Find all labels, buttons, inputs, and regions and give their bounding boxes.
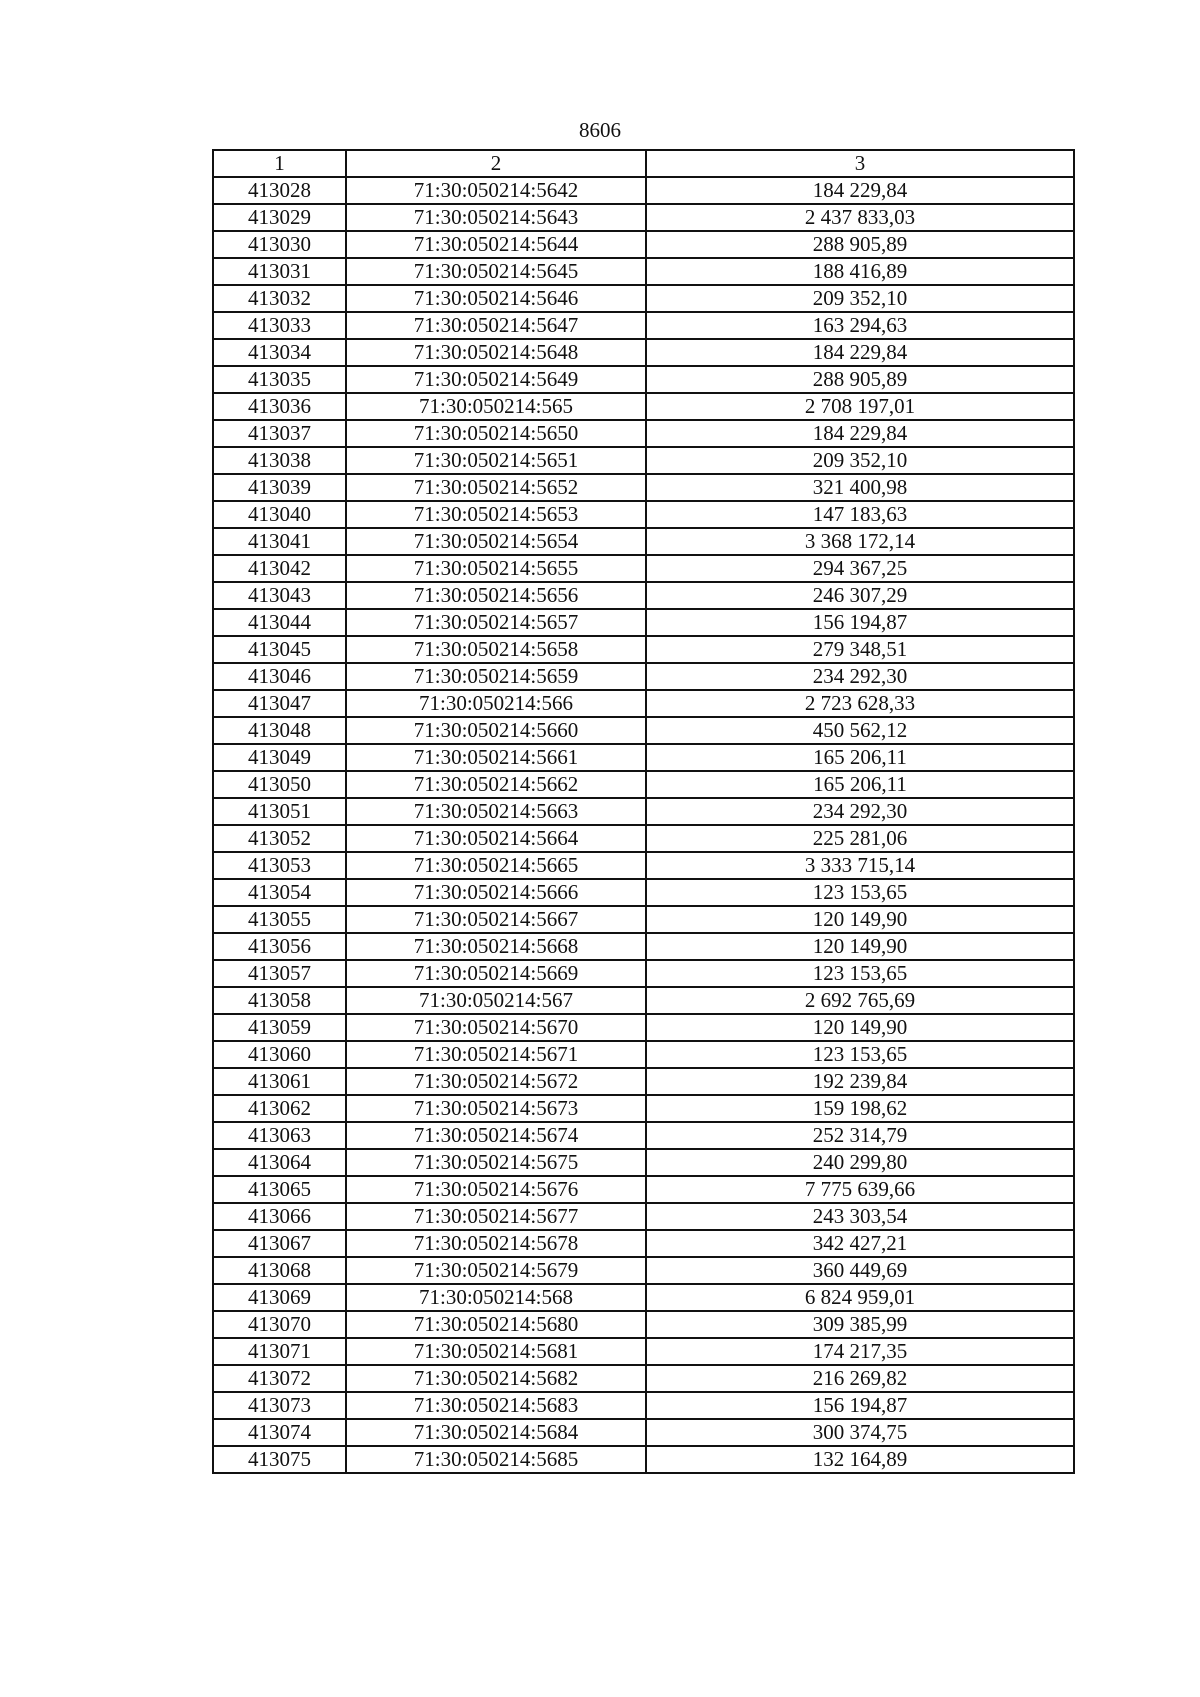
table-row [213, 474, 1074, 501]
row-number-cell: 413029 [213, 204, 346, 231]
cadastral-number-cell: 71:30:050214:5670 [346, 1014, 646, 1041]
table-row [213, 1014, 1074, 1041]
cadastral-value-cell: 123 153,65 [646, 879, 1074, 906]
table-row [213, 1338, 1074, 1365]
table-row [213, 420, 1074, 447]
row-number-cell: 413042 [213, 555, 346, 582]
cadastral-value-cell: 246 307,29 [646, 582, 1074, 609]
cadastral-number-cell: 71:30:050214:5682 [346, 1365, 646, 1392]
row-number-cell: 413070 [213, 1311, 346, 1338]
table-header [213, 150, 1074, 177]
row-number-cell: 413072 [213, 1365, 346, 1392]
cadastral-value-cell: 252 314,79 [646, 1122, 1074, 1149]
cadastral-value-cell: 188 416,89 [646, 258, 1074, 285]
row-number-cell: 413035 [213, 366, 346, 393]
row-number-cell: 413038 [213, 447, 346, 474]
table-row [213, 447, 1074, 474]
cadastral-number-cell: 71:30:050214:5655 [346, 555, 646, 582]
cadastral-number-cell: 71:30:050214:5684 [346, 1419, 646, 1446]
row-number-cell: 413066 [213, 1203, 346, 1230]
row-number-cell: 413040 [213, 501, 346, 528]
cadastral-value-cell: 159 198,62 [646, 1095, 1074, 1122]
cadastral-value-cell: 240 299,80 [646, 1149, 1074, 1176]
cadastral-number-cell: 71:30:050214:5666 [346, 879, 646, 906]
cadastral-value-cell: 234 292,30 [646, 663, 1074, 690]
table-row [213, 1203, 1074, 1230]
cadastral-value-cell: 279 348,51 [646, 636, 1074, 663]
cadastral-value-cell: 2 723 628,33 [646, 690, 1074, 717]
cadastral-value-cell: 3 368 172,14 [646, 528, 1074, 555]
row-number-cell: 413047 [213, 690, 346, 717]
cadastral-number-cell: 71:30:050214:5650 [346, 420, 646, 447]
cadastral-value-cell: 2 708 197,01 [646, 393, 1074, 420]
table-row [213, 1257, 1074, 1284]
cadastral-number-cell: 71:30:050214:5672 [346, 1068, 646, 1095]
row-number-cell: 413033 [213, 312, 346, 339]
cadastral-value-cell: 300 374,75 [646, 1419, 1074, 1446]
table-row [213, 1149, 1074, 1176]
cadastral-value-cell: 132 164,89 [646, 1446, 1074, 1473]
cadastral-value-cell: 209 352,10 [646, 447, 1074, 474]
row-number-cell: 413031 [213, 258, 346, 285]
row-number-cell: 413055 [213, 906, 346, 933]
cadastral-number-cell: 71:30:050214:5646 [346, 285, 646, 312]
row-number-cell: 413046 [213, 663, 346, 690]
row-number-cell: 413067 [213, 1230, 346, 1257]
table-row [213, 1446, 1074, 1473]
cadastral-number-cell: 71:30:050214:5683 [346, 1392, 646, 1419]
table-row [213, 1392, 1074, 1419]
row-number-cell: 413061 [213, 1068, 346, 1095]
cadastral-number-cell: 71:30:050214:5659 [346, 663, 646, 690]
cadastral-value-cell: 450 562,12 [646, 717, 1074, 744]
page-number: 8606 [579, 118, 621, 142]
row-number-cell: 413032 [213, 285, 346, 312]
cadastral-value-cell: 165 206,11 [646, 771, 1074, 798]
table-row [213, 1230, 1074, 1257]
row-number-cell: 413030 [213, 231, 346, 258]
cadastral-value-cell: 294 367,25 [646, 555, 1074, 582]
table-row [213, 1122, 1074, 1149]
table-row [213, 231, 1074, 258]
cadastral-number-cell: 71:30:050214:5665 [346, 852, 646, 879]
cadastral-value-cell: 309 385,99 [646, 1311, 1074, 1338]
row-number-cell: 413071 [213, 1338, 346, 1365]
row-number-cell: 413044 [213, 609, 346, 636]
row-number-cell: 413059 [213, 1014, 346, 1041]
cadastral-number-cell: 71:30:050214:5653 [346, 501, 646, 528]
table-row [213, 312, 1074, 339]
cadastral-number-cell: 71:30:050214:5652 [346, 474, 646, 501]
cadastral-number-cell: 71:30:050214:5649 [346, 366, 646, 393]
cadastral-number-cell: 71:30:050214:5662 [346, 771, 646, 798]
cadastral-number-cell: 71:30:050214:5644 [346, 231, 646, 258]
table-row [213, 960, 1074, 987]
row-number-cell: 413054 [213, 879, 346, 906]
cadastral-value-cell: 120 149,90 [646, 906, 1074, 933]
cadastral-number-cell: 71:30:050214:5643 [346, 204, 646, 231]
row-number-cell: 413075 [213, 1446, 346, 1473]
cadastral-number-cell: 71:30:050214:5679 [346, 1257, 646, 1284]
row-number-cell: 413034 [213, 339, 346, 366]
cadastral-value-cell: 234 292,30 [646, 798, 1074, 825]
table-row [213, 663, 1074, 690]
cadastral-value-cell: 360 449,69 [646, 1257, 1074, 1284]
table-row [213, 285, 1074, 312]
cadastral-number-cell: 71:30:050214:5674 [346, 1122, 646, 1149]
header-cell-column-2: 2 [346, 150, 646, 177]
table-row [213, 636, 1074, 663]
row-number-cell: 413064 [213, 1149, 346, 1176]
cadastral-value-cell: 165 206,11 [646, 744, 1074, 771]
cadastral-number-cell: 71:30:050214:5676 [346, 1176, 646, 1203]
cadastral-value-cell: 147 183,63 [646, 501, 1074, 528]
cadastral-value-cell: 120 149,90 [646, 1014, 1074, 1041]
cadastral-value-cell: 342 427,21 [646, 1230, 1074, 1257]
cadastral-number-cell: 71:30:050214:5651 [346, 447, 646, 474]
cadastral-number-cell: 71:30:050214:5667 [346, 906, 646, 933]
cadastral-number-cell: 71:30:050214:565 [346, 393, 646, 420]
table-row [213, 258, 1074, 285]
cadastral-number-cell: 71:30:050214:5661 [346, 744, 646, 771]
cadastral-value-cell: 2 692 765,69 [646, 987, 1074, 1014]
row-number-cell: 413065 [213, 1176, 346, 1203]
table-row [213, 825, 1074, 852]
cadastral-number-cell: 71:30:050214:5669 [346, 960, 646, 987]
table-row [213, 717, 1074, 744]
table-row [213, 744, 1074, 771]
cadastral-number-cell: 71:30:050214:5647 [346, 312, 646, 339]
cadastral-value-cell: 243 303,54 [646, 1203, 1074, 1230]
table-row [213, 366, 1074, 393]
header-cell-column-1: 1 [213, 150, 346, 177]
row-number-cell: 413069 [213, 1284, 346, 1311]
table-row [213, 1068, 1074, 1095]
row-number-cell: 413060 [213, 1041, 346, 1068]
table-row [213, 177, 1074, 204]
row-number-cell: 413062 [213, 1095, 346, 1122]
table-row [213, 609, 1074, 636]
cadastral-number-cell: 71:30:050214:568 [346, 1284, 646, 1311]
table-row [213, 501, 1074, 528]
cadastral-value-cell: 225 281,06 [646, 825, 1074, 852]
cadastral-value-cell: 156 194,87 [646, 609, 1074, 636]
cadastral-number-cell: 71:30:050214:5677 [346, 1203, 646, 1230]
row-number-cell: 413068 [213, 1257, 346, 1284]
table-row [213, 771, 1074, 798]
row-number-cell: 413037 [213, 420, 346, 447]
table-row [213, 339, 1074, 366]
row-number-cell: 413049 [213, 744, 346, 771]
cadastral-value-cell: 216 269,82 [646, 1365, 1074, 1392]
cadastral-value-cell: 184 229,84 [646, 177, 1074, 204]
row-number-cell: 413063 [213, 1122, 346, 1149]
table-row [213, 933, 1074, 960]
table-row [213, 1419, 1074, 1446]
row-number-cell: 413058 [213, 987, 346, 1014]
row-number-cell: 413057 [213, 960, 346, 987]
row-number-cell: 413048 [213, 717, 346, 744]
cadastral-value-cell: 123 153,65 [646, 1041, 1074, 1068]
cadastral-number-cell: 71:30:050214:5685 [346, 1446, 646, 1473]
cadastral-number-cell: 71:30:050214:5660 [346, 717, 646, 744]
cadastral-number-cell: 71:30:050214:5668 [346, 933, 646, 960]
cadastral-number-cell: 71:30:050214:566 [346, 690, 646, 717]
cadastral-number-cell: 71:30:050214:567 [346, 987, 646, 1014]
table-row [213, 1041, 1074, 1068]
cadastral-value-cell: 120 149,90 [646, 933, 1074, 960]
table-row [213, 906, 1074, 933]
cadastral-number-cell: 71:30:050214:5675 [346, 1149, 646, 1176]
cadastral-value-cell: 209 352,10 [646, 285, 1074, 312]
cadastral-number-cell: 71:30:050214:5648 [346, 339, 646, 366]
row-number-cell: 413041 [213, 528, 346, 555]
cadastral-value-cell: 6 824 959,01 [646, 1284, 1074, 1311]
row-number-cell: 413050 [213, 771, 346, 798]
row-number-cell: 413052 [213, 825, 346, 852]
cadastral-value-table [212, 149, 1075, 1474]
row-number-cell: 413043 [213, 582, 346, 609]
cadastral-number-cell: 71:30:050214:5673 [346, 1095, 646, 1122]
row-number-cell: 413074 [213, 1419, 346, 1446]
cadastral-number-cell: 71:30:050214:5671 [346, 1041, 646, 1068]
table-row [213, 555, 1074, 582]
table-row [213, 690, 1074, 717]
table-row [213, 1176, 1074, 1203]
cadastral-number-cell: 71:30:050214:5681 [346, 1338, 646, 1365]
cadastral-value-cell: 2 437 833,03 [646, 204, 1074, 231]
row-number-cell: 413053 [213, 852, 346, 879]
row-number-cell: 413039 [213, 474, 346, 501]
cadastral-number-cell: 71:30:050214:5658 [346, 636, 646, 663]
cadastral-value-cell: 123 153,65 [646, 960, 1074, 987]
row-number-cell: 413051 [213, 798, 346, 825]
cadastral-number-cell: 71:30:050214:5656 [346, 582, 646, 609]
table-row [213, 852, 1074, 879]
row-number-cell: 413036 [213, 393, 346, 420]
cadastral-number-cell: 71:30:050214:5645 [346, 258, 646, 285]
table-row [213, 879, 1074, 906]
table-header-row [213, 150, 1074, 177]
cadastral-value-cell: 7 775 639,66 [646, 1176, 1074, 1203]
cadastral-number-cell: 71:30:050214:5678 [346, 1230, 646, 1257]
row-number-cell: 413073 [213, 1392, 346, 1419]
cadastral-number-cell: 71:30:050214:5664 [346, 825, 646, 852]
table-row [213, 1311, 1074, 1338]
cadastral-value-cell: 184 229,84 [646, 339, 1074, 366]
cadastral-value-cell: 288 905,89 [646, 366, 1074, 393]
table-row [213, 987, 1074, 1014]
table-row [213, 798, 1074, 825]
table-row [213, 1095, 1074, 1122]
cadastral-value-cell: 163 294,63 [646, 312, 1074, 339]
cadastral-number-cell: 71:30:050214:5680 [346, 1311, 646, 1338]
table-row [213, 204, 1074, 231]
table-row [213, 1365, 1074, 1392]
cadastral-value-cell: 321 400,98 [646, 474, 1074, 501]
row-number-cell: 413028 [213, 177, 346, 204]
cadastral-number-cell: 71:30:050214:5654 [346, 528, 646, 555]
table-body [213, 177, 1074, 1473]
cadastral-value-cell: 288 905,89 [646, 231, 1074, 258]
row-number-cell: 413056 [213, 933, 346, 960]
cadastral-number-cell: 71:30:050214:5642 [346, 177, 646, 204]
table-row [213, 582, 1074, 609]
cadastral-value-cell: 184 229,84 [646, 420, 1074, 447]
table-row [213, 1284, 1074, 1311]
cadastral-number-cell: 71:30:050214:5657 [346, 609, 646, 636]
cadastral-value-cell: 174 217,35 [646, 1338, 1074, 1365]
cadastral-value-cell: 192 239,84 [646, 1068, 1074, 1095]
header-cell-column-3: 3 [646, 150, 1074, 177]
table-row [213, 528, 1074, 555]
cadastral-value-cell: 156 194,87 [646, 1392, 1074, 1419]
cadastral-value-cell: 3 333 715,14 [646, 852, 1074, 879]
row-number-cell: 413045 [213, 636, 346, 663]
table-row [213, 393, 1074, 420]
cadastral-number-cell: 71:30:050214:5663 [346, 798, 646, 825]
